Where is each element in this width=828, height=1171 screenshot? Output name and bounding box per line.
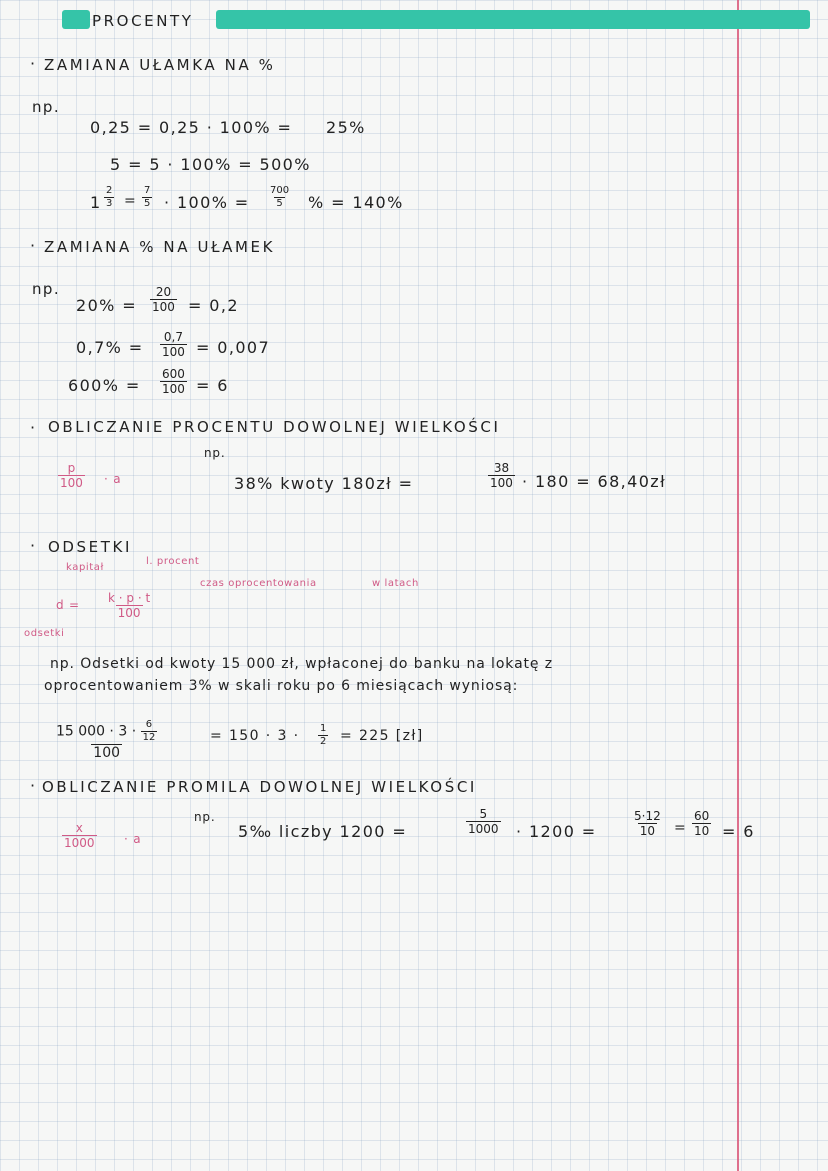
formula-rest: · a — [124, 832, 142, 846]
bullet: · — [30, 236, 36, 255]
formula-fraction: $\frac{k \cdot p \cdot t}{100}$ — [108, 591, 151, 620]
label-w-latach: w latach — [372, 578, 419, 589]
example-line: 0,25 = 0,25 · 100% = — [90, 118, 293, 137]
example-result: = 0,2 — [188, 296, 239, 315]
formula-fraction: $\frac{x}{1000}$ — [64, 821, 95, 850]
equals-sign: = — [674, 820, 688, 836]
fraction: $\frac{7}{5}$ — [144, 185, 151, 209]
margin-line — [737, 0, 739, 1171]
fraction: $\frac{700}{5}$ — [270, 185, 290, 209]
label-czas: czas oprocentowania — [200, 578, 317, 589]
np-label: np. — [32, 98, 60, 116]
calc-fraction: 15 000 · 3 · $\frac{6}{12}$ 100 — [56, 719, 156, 761]
np-label: np. — [194, 810, 216, 824]
np-label: np. — [32, 280, 60, 298]
fraction: $\frac{1}{2}$ — [320, 723, 327, 747]
problem-text: np. Odsetki od kwoty 15 000 zł, wpłaconej do banku na lokatę z — [50, 656, 554, 672]
example-line: 5 = 5 · 100% = 500% — [110, 155, 311, 174]
fraction: $\frac{38}{100}$ — [490, 461, 513, 490]
example-line: = 150 · 3 · — [210, 728, 300, 744]
fraction: $\frac{5\cdot 12}{10}$ — [634, 809, 661, 838]
fraction: $\frac{60}{10}$ — [694, 809, 710, 838]
title-highlight — [62, 10, 90, 29]
fraction: $\frac{2}{3}$ — [106, 185, 113, 209]
example-result: = 0,007 — [196, 338, 271, 357]
example-result: · 180 = 68,40zł — [522, 472, 667, 491]
example-line: 20% = — [76, 296, 138, 315]
label-kapital: kapitał — [66, 562, 104, 573]
fraction: $\frac{0,7}{100}$ — [162, 330, 185, 359]
example-line: % = 140% — [308, 193, 404, 212]
bullet: · — [30, 536, 36, 555]
title-highlight — [216, 10, 810, 29]
section-heading: ODSETKI — [48, 538, 132, 556]
fraction: $\frac{6}{12}$ — [142, 719, 156, 743]
bullet: · — [30, 54, 36, 73]
fraction: $\frac{5}{1000}$ — [468, 807, 499, 836]
example-line: 5‰ liczby 1200 = — [238, 822, 408, 841]
example-line: · 100% = — [164, 193, 250, 212]
example-result: = 6 — [722, 822, 755, 841]
example-line: 600% = — [68, 376, 141, 395]
example-result: = 225 [zł] — [340, 728, 424, 744]
label-odsetki: odsetki — [24, 628, 65, 639]
example-result: = 6 — [196, 376, 229, 395]
example-line: 38% kwoty 180zł = — [234, 474, 414, 493]
example-line: · 1200 = — [516, 822, 597, 841]
mixed-number-whole: 1 — [90, 193, 102, 212]
bullet: · — [30, 776, 36, 795]
section-heading: OBLICZANIE PROMILA DOWOLNEJ WIELKOŚCI — [42, 778, 477, 796]
np-label: np. — [204, 446, 226, 460]
section-heading: ZAMIANA % NA UŁAMEK — [44, 238, 276, 256]
section-heading: OBLICZANIE PROCENTU DOWOLNEJ WIELKOŚCI — [48, 418, 501, 436]
example-line: 0,7% = — [76, 338, 144, 357]
example-result: 25% — [326, 118, 366, 137]
equals-sign: = — [124, 193, 138, 209]
fraction: $\frac{600}{100}$ — [162, 367, 185, 396]
page-title: PROCENTY — [92, 12, 194, 30]
label-procent: l. procent — [146, 556, 200, 567]
fraction: $\frac{20}{100}$ — [152, 285, 175, 314]
formula-lhs: d = — [56, 598, 80, 612]
formula-fraction: $\frac{p}{100}$ — [60, 461, 83, 490]
formula-rest: · a — [104, 472, 122, 486]
section-heading: ZAMIANA UŁAMKA NA % — [44, 56, 276, 74]
problem-text: oprocentowaniem 3% w skali roku po 6 miesiącach wyniosą: — [44, 678, 519, 694]
bullet: · — [30, 418, 36, 437]
